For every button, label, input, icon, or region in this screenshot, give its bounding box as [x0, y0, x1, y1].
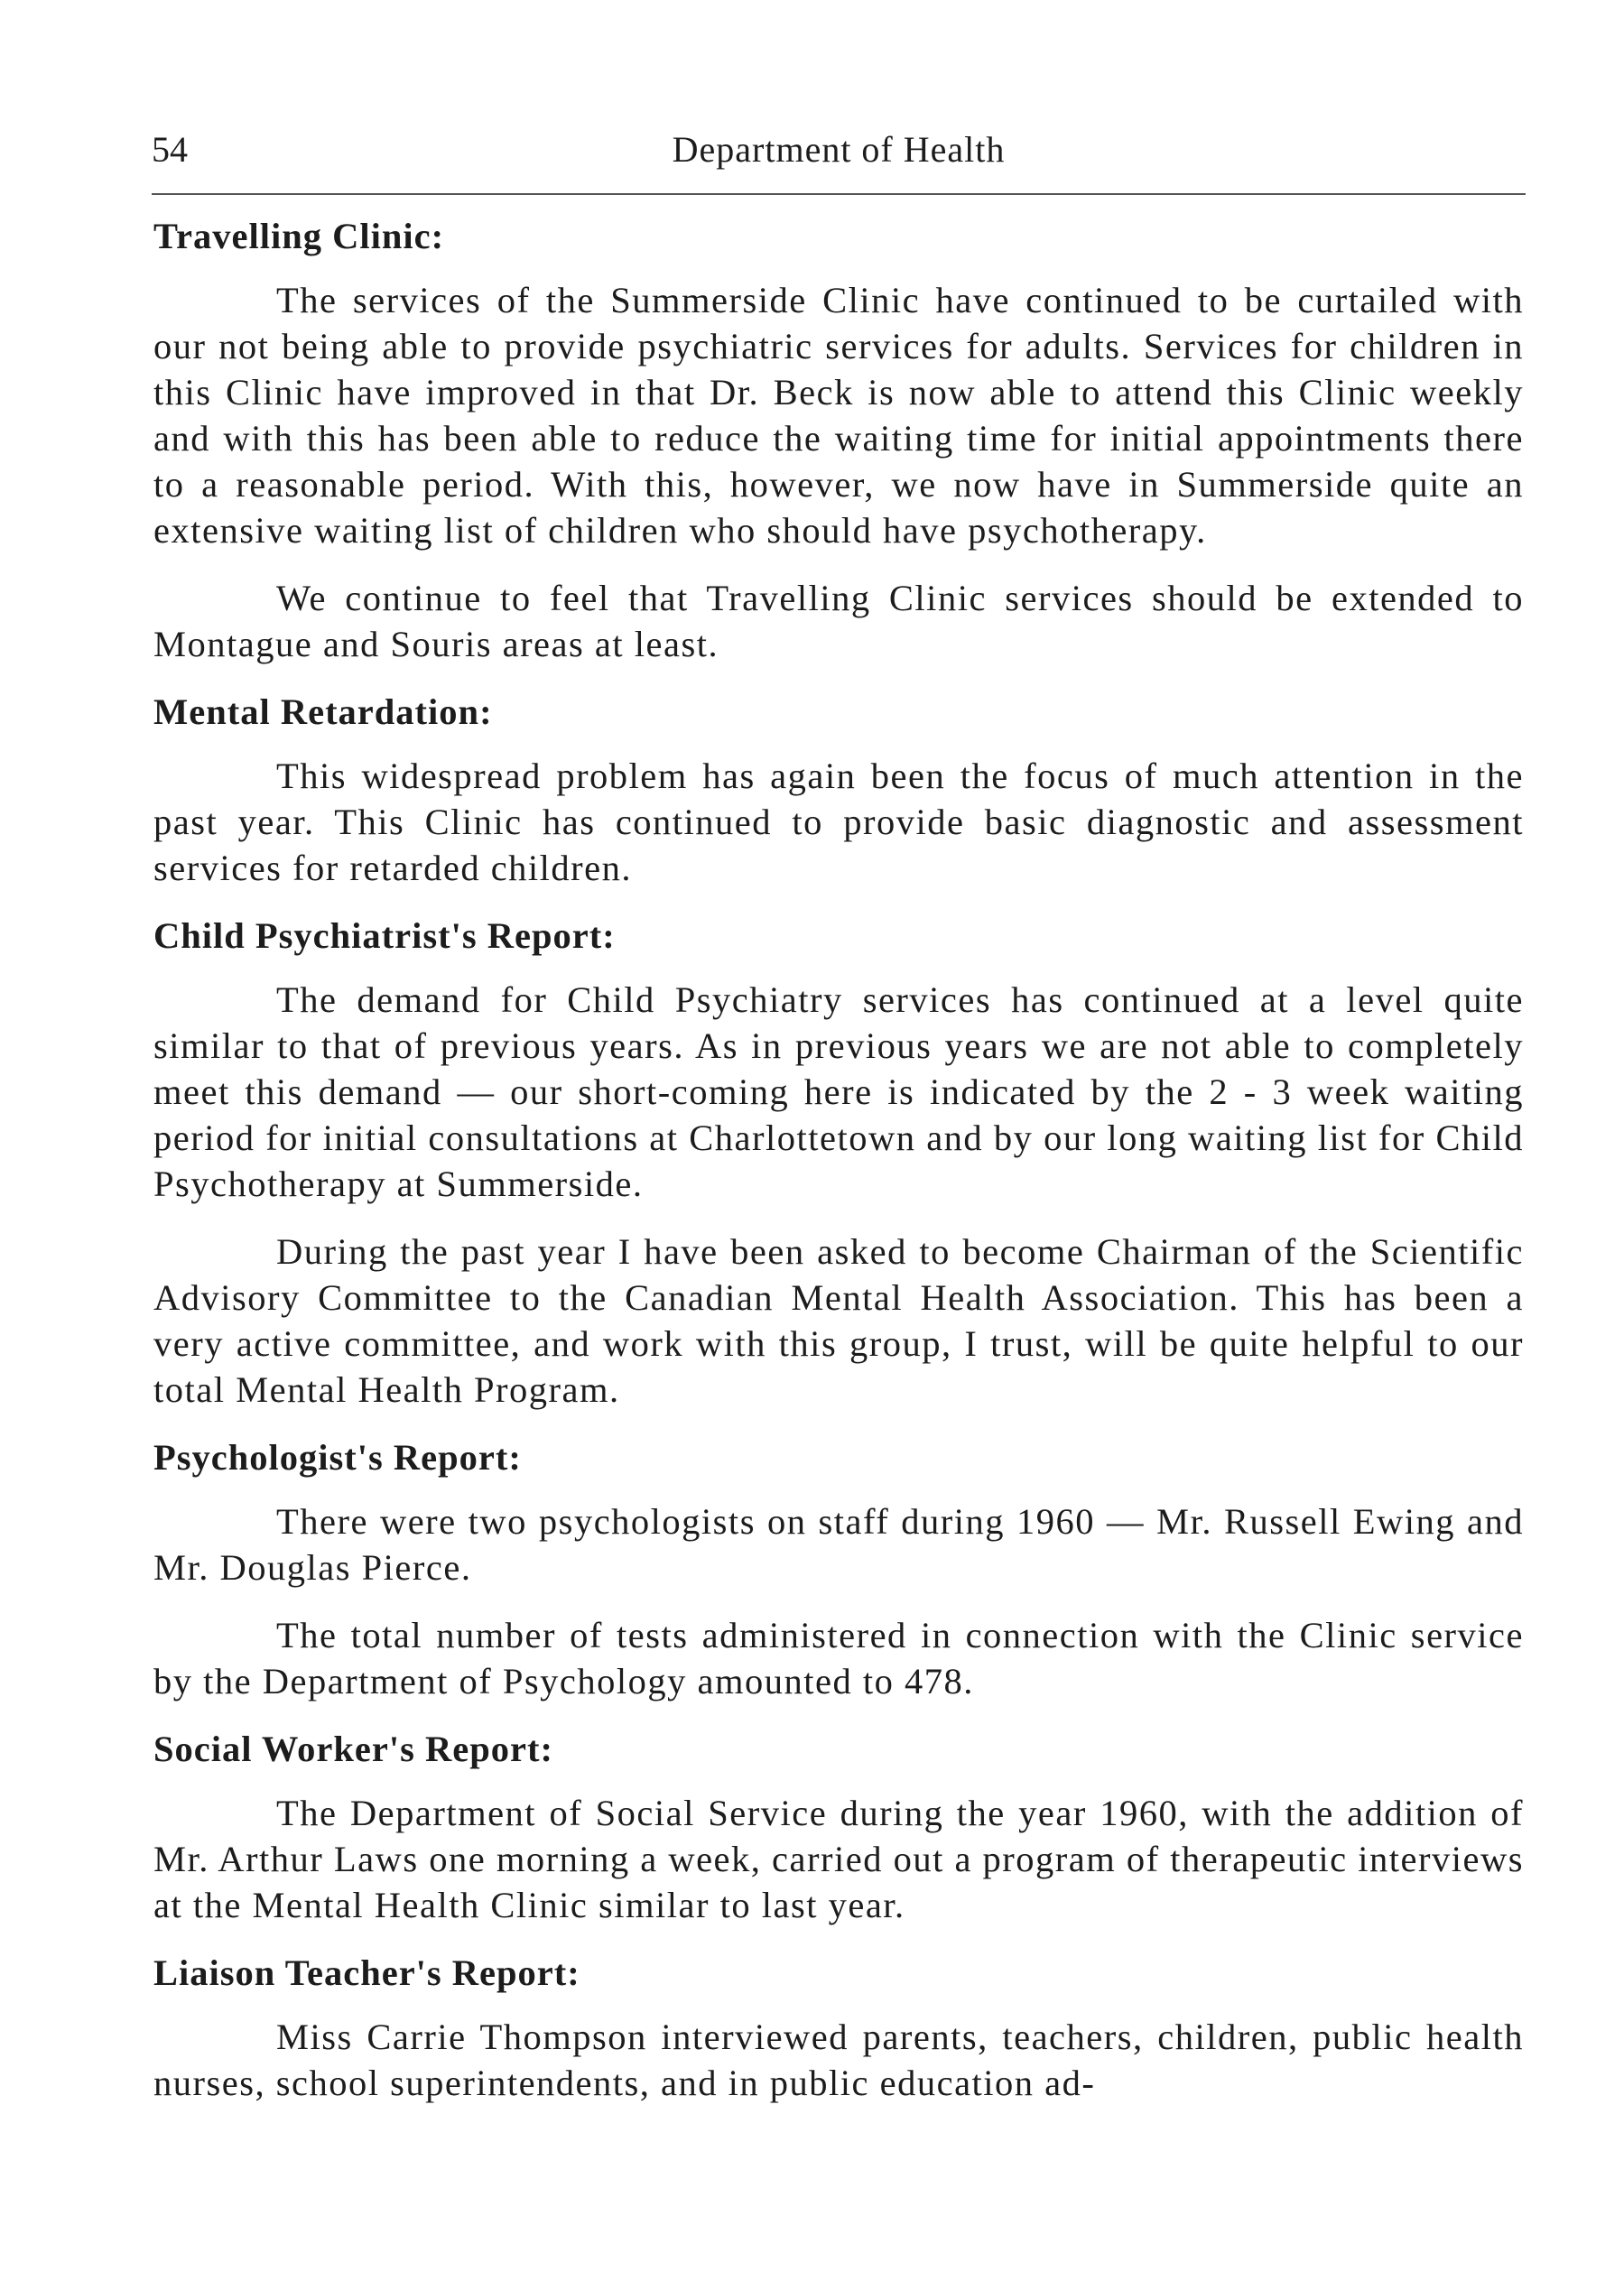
section-heading: Social Worker's Report:	[153, 1729, 553, 1769]
paragraph: This widespread problem has again been the focus of much attention in the past year. This Clinic has continued to provide basic diagnostic and assessment services for retarded children.	[153, 756, 1524, 888]
paragraph: The services of the Summerside Clinic have continued to be curtailed with our not being able to provide psychiatric services for adults. Services for children in this Clinic have improved in that Dr. Beck is now able to attend this Clinic weekly and with this has been able to reduce the waiting time for initial appointments there to a reasonable period. With this, however, we now have in Summerside quite an extensive waiting list of children who should have psychotherapy.	[153, 280, 1524, 551]
page-number: 54	[152, 129, 188, 170]
section-psychologist-report	[153, 1434, 1524, 1704]
running-head: Department of Health	[672, 129, 1006, 170]
paragraph: We continue to feel that Travelling Clinic services should be extended to Montague and Souris areas at least.	[153, 578, 1524, 664]
section-heading: Travelling Clinic:	[153, 216, 445, 256]
section-child-psychiatrist-report	[153, 913, 1524, 1413]
page-header	[152, 128, 1526, 182]
section-liaison-teacher-report	[153, 1950, 1524, 2106]
paragraph: Miss Carrie Thompson interviewed parents, teachers, children, public health nurses, school superintendents, and in public education ad-	[153, 2017, 1524, 2103]
section-heading: Liaison Teacher's Report:	[153, 1952, 580, 1993]
paragraph: The Department of Social Service during the year 1960, with the addition of Mr. Arthur Laws one morning a week, carried out a program of therapeutic interviews at the Mental Health Clinic similar to last year.	[153, 1793, 1524, 1925]
header-rule	[152, 193, 1526, 195]
paragraph: The total number of tests administered in connection with the Clinic service by the Department of Psychology amounted to 478.	[153, 1615, 1524, 1701]
section-heading: Child Psychiatrist's Report:	[153, 915, 616, 956]
section-social-worker-report	[153, 1726, 1524, 1928]
section-travelling-clinic	[153, 213, 1524, 667]
section-heading: Mental Retardation:	[153, 691, 493, 732]
page-body	[153, 213, 1524, 2128]
paragraph: The demand for Child Psychiatry services has continued at a level quite similar to that of previous years. As in previous years we are not able to completely meet this demand — our short-coming here is indicated by the 2 - 3 week waiting period for initial consultations at Charlottetown and by our long waiting list for Child Psychotherapy at Summerside.	[153, 979, 1524, 1204]
paragraph: There were two psychologists on staff during 1960 — Mr. Russell Ewing and Mr. Douglas Pierce.	[153, 1501, 1524, 1588]
paragraph: During the past year I have been asked to become Chairman of the Scientific Advisory Committee to the Canadian Mental Health Association. This has been a very active committee, and work with this group, I trust, will be quite helpful to our total Mental Health Program.	[153, 1231, 1524, 1410]
section-mental-retardation	[153, 689, 1524, 891]
section-heading: Psychologist's Report:	[153, 1437, 522, 1478]
